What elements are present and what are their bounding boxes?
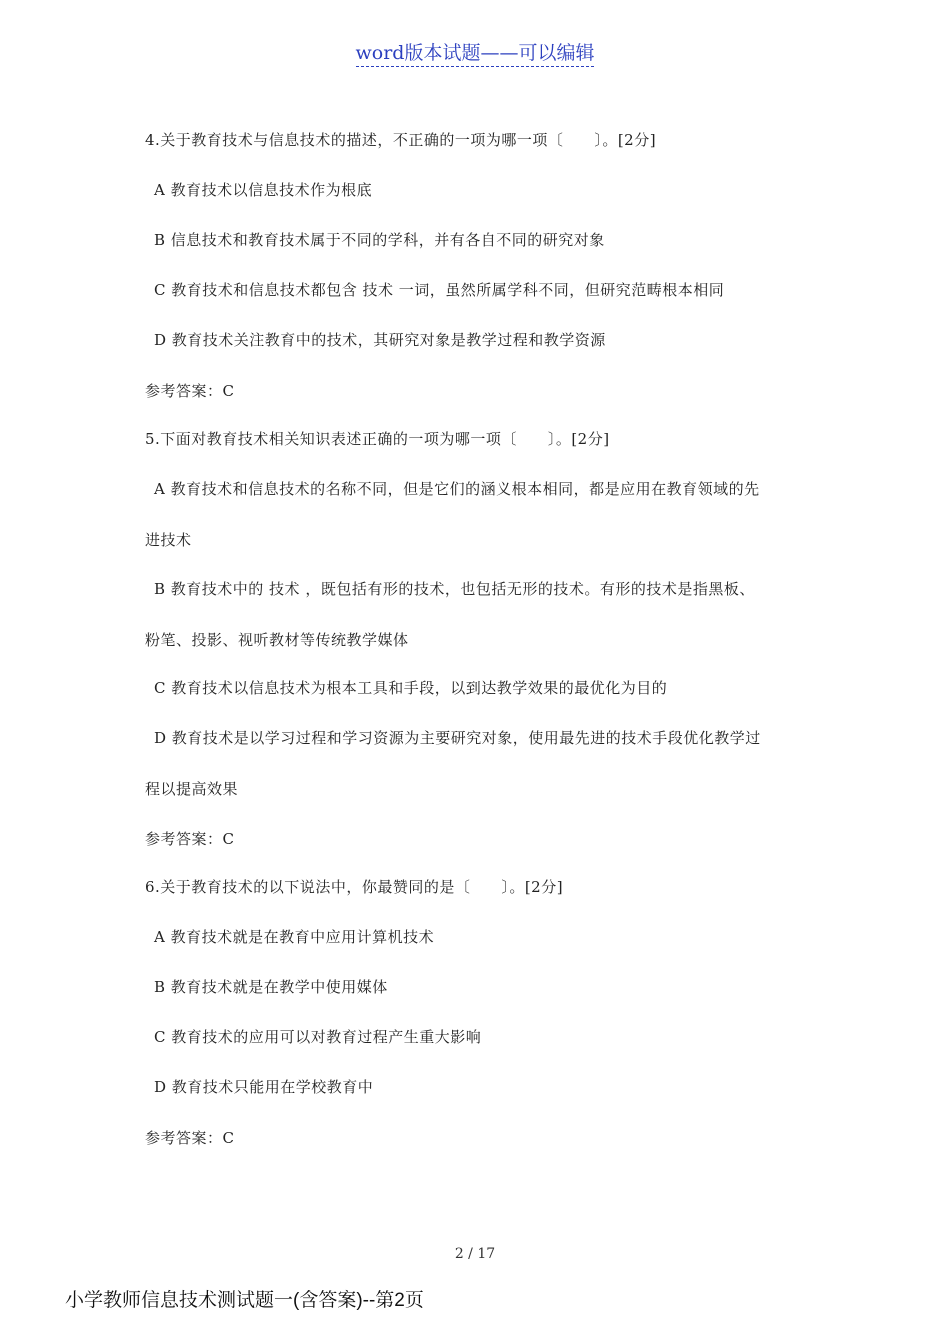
q4-option-a: A 教育技术以信息技术作为根底 (154, 181, 373, 199)
q6-option-d: D 教育技术只能用在学校教育中 (154, 1078, 374, 1096)
document-header (0, 38, 950, 65)
q5-option-b: B 教育技术中的 技术 ，既包括有形的技术，也包括无形的技术。有形的技术是指黑板、 (154, 580, 755, 598)
q6-option-b: B 教育技术就是在教学中使用媒体 (154, 978, 388, 996)
q5-option-d-cont: 程以提高效果 (145, 780, 239, 798)
q4-option-b: B 信息技术和教育技术属于不同的学科，并有各自不同的研究对象 (154, 231, 605, 249)
q6-option-c: C 教育技术的应用可以对教育过程产生重大影响 (154, 1028, 482, 1046)
q6-option-a: A 教育技术就是在教育中应用计算机技术 (154, 928, 435, 946)
q4-option-c: C 教育技术和信息技术都包含 技术 一词，虽然所属学科不同，但研究范畴根本相同 (154, 281, 725, 299)
question-4: 4.关于教育技术与信息技术的描述，不正确的一项为哪一项〔 〕。[2分] (145, 131, 657, 149)
q6-answer: 参考答案：C (145, 1129, 235, 1147)
q5-option-a-cont: 进技术 (145, 531, 192, 549)
page-number: 2 / 17 (454, 1246, 496, 1262)
document-footer: 小学教师信息技术测试题一(含答案)--第2页 (65, 1290, 424, 1311)
q5-option-a: A 教育技术和信息技术的名称不同，但是它们的涵义根本相同，都是应用在教育领域的先 (154, 480, 760, 498)
q4-answer: 参考答案：C (145, 382, 235, 400)
q5-option-b-cont: 粉笔、投影、视听教材等传统教学媒体 (145, 631, 409, 649)
q5-answer: 参考答案：C (145, 830, 235, 848)
q5-option-c: C 教育技术以信息技术为根本工具和手段，以到达教学效果的最优化为目的 (154, 679, 668, 697)
header-title: word版本试题——可以编辑 (356, 42, 595, 67)
q5-option-d: D 教育技术是以学习过程和学习资源为主要研究对象，使用最先进的技术手段优化教学过 (154, 729, 761, 747)
q4-option-d: D 教育技术关注教育中的技术，其研究对象是教学过程和教学资源 (154, 331, 606, 349)
question-6: 6.关于教育技术的以下说法中，你最赞同的是〔 〕。[2分] (145, 878, 564, 896)
question-5: 5.下面对教育技术相关知识表述正确的一项为哪一项〔 〕。[2分] (145, 430, 610, 448)
